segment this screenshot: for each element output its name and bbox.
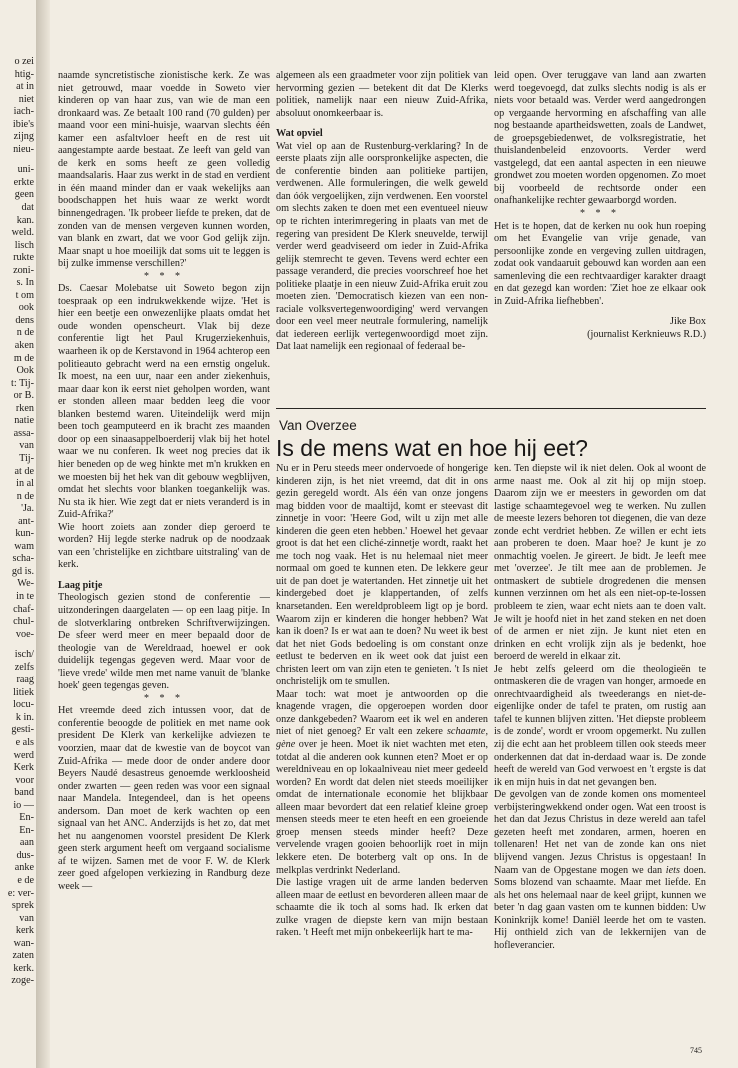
paragraph: algemeen als een graadmeter voor zijn politiek van hervorming gezien — betekent dit dat De Klerks politiek, namelijk naar een nieuw Zuid-Afrika, absoluut onomkeerbaar is. [276, 70, 488, 119]
edge-text-fragment: 'Ja. [21, 503, 34, 515]
edge-text-fragment: band [14, 787, 34, 799]
edge-text-fragment: kan. [16, 214, 34, 226]
page-number: 745 [690, 1046, 702, 1055]
edge-text-fragment: o zei [14, 56, 34, 67]
edge-text-fragment: Kerk [13, 762, 34, 774]
edge-text-fragment: dat [21, 202, 34, 214]
paragraph [276, 689, 488, 877]
edge-text-fragment: voor [15, 774, 34, 786]
edge-text-fragment: kerk. [13, 962, 34, 974]
edge-text-fragment: Ook [16, 365, 34, 377]
edge-text-fragment: m de [13, 352, 34, 364]
paragraph: Het is te hopen, dat de kerken nu ook hun roeping om het Evangelie van vrije genade, van persoonlijke zonde en vergeving zullen uitdragen, zodat ook vandaaruit gebouwd kan worden aan een samenleving die een rechtvaardiger karakter draagt en dat gezegd kan worden: 'Ziet hoe ze elkaar ook in Zuid-Afrika liefhebben'. [494, 220, 706, 307]
edge-text-fragment: dus- [16, 849, 34, 861]
subheading: Laag pitje [58, 579, 103, 591]
edge-text-fragment: t om [15, 289, 34, 301]
edge-text-fragment: io — [13, 799, 34, 811]
edge-text-fragment: rukte [13, 252, 34, 264]
edge-text-fragment: htig- [14, 68, 34, 80]
edge-text-fragment: En- [19, 812, 34, 824]
paragraph: Wat viel op aan de Rustenburg-verklaring? In de eerste plaats zijn alle oorspronkelijke aspecten, die de conferentie binden aan politieke partijen, verdwenen. Alle formuleringen, die welk geweld dan óók vergoelijken, zijn verdwenen. Een voorstel om slechts zaken te doen met een eventueel nieuw op te richten interimregering in plaats van met de regering van president De Klerk sneuvelde, terwijl verder werd geadviseerd om ieder in Zuid-Afrika gelijk stemrecht te geven. Tevens werd echter een passage veranderd, die precies voorschreef hoe het politieke plaatje in een nieuw Zuid-Afrika eruit zou moeten zien. 'Democratisch kiezen van een non-raciale volksvertegenwoordiging' werd vervangen door een veel meer neutrale formulering, namelijk dat iedereen eerlijk vertegenwoordigd moet zijn. Dat laat namelijk een regionaal of federaal be- [276, 140, 488, 353]
edge-text-fragment: scha- [12, 553, 34, 565]
edge-text-fragment: kerk [15, 925, 34, 937]
article-separator-rule [276, 408, 706, 409]
edge-text-fragment: e als [15, 736, 34, 748]
edge-text-fragment: rken [15, 402, 34, 414]
edge-text-fragment: in te [16, 590, 34, 602]
author-name: Jike Box [670, 316, 706, 328]
edge-text-fragment: gd is. [11, 565, 34, 577]
edge-text-fragment: wam [14, 540, 34, 552]
binding-shadow [36, 0, 50, 1068]
paragraph: Ds. Caesar Molebatse uit Soweto begon zijn toespraak op een indrukwekkende wijze. 'Het is hier een beetje een onwezenlijke plaats omdat het oude wonden openscheurt. Vlak bij deze conferentie ligt het Paul Krugerziekenhuis, waarheen ik op de Kerstavond in 1964 achterop een politieauto gebracht werd na een ernstig ongeluk. Ik moest, na een uur, naar een ander ziekenhuis, maar daar kon ik eerst niet geholpen worden, want er stonden alleen maar bedden leeg die voor blanken bestemd waren. Uiteindelijk werd mijn been toch geamputeerd en ik bracht zes maanden door op een sinaasappelboerderij vlak bij het hotel waar we nu conferen. Ik weet nog precies dat ik hier beneden op de weg hinkte met m'n krukken en we moesten bij het hek van dit gebouw wegblijven, omdat het slechts voor blanken toegankelijk was. Nu sta ik hier. Wie zegt dat er niets veranderd is in Zuid-Afrika?' [58, 283, 270, 521]
edge-text-fragment: voe- [15, 628, 34, 640]
paragraph: naamde syncretistische zionistische kerk. Ze was niet getrouwd, maar voedde in Soweto vier kinderen op van haar zus, van wie de man een dronkaard was. Ze betaalt 100 rand (70 gulden) per maand voor een mini-huisje, waarvan slechts één kamer een asfaltvloer heeft en de rest uit aangestampte aarde bestaat. Ze leeft van geld van de kerk en soms heeft ze geen volledig maandsalaris. Haar zus werkt in de stad en verdient in één maand minder dan er vaak wekelijks aan boodschappen het huis waar ze werkt wordt binnengedragen. 'Ik probeer liefde te preken, dat de zonden van de mensen vergeven kunnen worden, van blank en zwart, dat we voor God gelijk zijn. Maar snapt u hoe moeilijk dat soms uit te leggen is bij zulke immense verschillen?' [58, 70, 270, 270]
section-kicker: Van Overzee [279, 418, 357, 433]
edge-text-fragment: litiek [13, 686, 34, 698]
section-divider: * * * [144, 270, 184, 282]
edge-text-fragment: natie [14, 415, 34, 427]
edge-text-fragment: geen [14, 189, 34, 201]
edge-text-fragment: zoni- [13, 264, 34, 276]
emphasis: schaamte, gène [276, 726, 488, 751]
edge-text-fragment: ibie's [12, 118, 34, 130]
edge-text-fragment: e: ver- [7, 887, 34, 899]
article-column-3 [494, 70, 706, 405]
section-divider: * * * [580, 208, 620, 220]
paragraph: Het vreemde deed zich intussen voor, dat de conferentie beoogde de politiek en met name ook president De Klerk van kerkelijke adviezen te voorzien, maar dat de kwestie van de boycot van Zuid-Afrika — mede door de onder andere door Beyers Naudé desastreus genoemde werkloosheid onder zwarten — geen reden was voor een signaal naar Mandela. Integendeel, dan is het opeens andersom. Dan moet de kerk wachten op een signaal van het ANC. Anderzijds is het zo, dat met het nu aangenomen voorstel president De Klerk geen sterk argument heeft om vergaand socialisme af te wijzen. Samen met de voor F. W. de Klerk zeer goed afgelopen verkiezing in Randburg deze week — [58, 705, 270, 892]
paragraph: Wie hoort zoiets aan zonder diep geroerd te worden? Hij legde sterke nadruk op de noodzaak van een 'christelijke en zichtbare uitstraling' van de kerk. [58, 521, 270, 571]
edge-text-fragment: aan [19, 837, 34, 849]
edge-text-fragment: van [19, 440, 34, 452]
edge-text-fragment: chaf- [13, 603, 34, 615]
edge-text-fragment: aken [14, 340, 34, 352]
edge-text-fragment: dens [15, 314, 34, 326]
edge-text-fragment: zijng [13, 131, 34, 143]
edge-text-fragment: ook [18, 302, 34, 314]
text-run: De gevolgen van de zonde komen ons momenteel verbijsteringwekkend onder ogen. Wat een troost is het dan dat Jezus Christus in deze wereld aan tafel gezeten heeft met zondaren, armen, hoeren en tollenaren! Het net van de zonde kan ons niet blijvend vangen. Jezus Christus is opgestaan! In Naam van de Opgestane mogen we dan [494, 789, 706, 876]
edge-text-fragment: Tij- [19, 452, 34, 464]
edge-text-fragment: e de [17, 875, 34, 886]
article-headline: Is de mens wat en hoe hij eet? [276, 435, 588, 461]
edge-text-fragment: at de [14, 465, 34, 477]
article-column-5 [494, 463, 706, 1053]
edge-text-fragment: En- [19, 824, 34, 836]
edge-text-fragment: iach- [13, 106, 34, 118]
edge-text-fragment: werd [13, 749, 34, 761]
edge-text-fragment: weld. [11, 227, 34, 239]
edge-text-fragment: chul- [13, 616, 34, 628]
edge-text-fragment: isch/ [14, 649, 34, 661]
edge-text-fragment: at in [16, 81, 34, 93]
edge-text-fragment: or B. [13, 390, 34, 402]
paragraph: Theologisch gezien stond de conferentie — uitzonderingen daargelaten — op een laag pitje. In de slotverklaring ontbreken Schriftverwijzingen. De sfeer werd meer en meer bepaald door de theologie van de Wereldraad, hoewel er ook duidelijk tegengas gegeven werd. Maar voor de 'lieve vrede' wilde men met name vanuit de 'blanke hoek' geen tegengas geven. [58, 592, 270, 692]
edge-text-fragment: erkte [13, 176, 34, 188]
edge-text-fragment: kun- [15, 528, 34, 540]
edge-text-fragment: lisch [14, 239, 34, 251]
edge-text-fragment: We- [17, 578, 34, 590]
author-affiliation: (journalist Kerknieuws R.D.) [587, 328, 706, 340]
edge-text-fragment: n de [16, 327, 34, 339]
previous-page-edge-text [0, 56, 34, 1056]
edge-text-fragment: n de [16, 490, 34, 502]
edge-text-fragment: k in. [15, 711, 34, 723]
emphasis: iets [665, 864, 680, 876]
edge-text-fragment: locu- [13, 699, 34, 711]
paragraph: Nu er in Peru steeds meer ondervoede of hongerige kinderen zijn, is het niet vreemd, dat dit in ons gezin geregeld wordt. Als één van onze jongens mag bidden voor de maaltijd, komt er steevast dit zinnetje in voor: 'Heere God, wilt u zijn met alle kinderen die geen eten hebben.' Hoewel het gevaar groot is dat het een cliché-zinnetje wordt, raakt het me toch nog vaak. Het is nu helemaal niet meer normaal om goed te kunnen eten. De lekkere geur uit de pan doet je watertanden. Het zinnetje uit het kindergebed doet je klappertanden, of zelfs knarsetanden. Een wereldprobleem ligt op je bord. Waarom zijn er kinderen die honger hebben? Wat kan ik doen? Is er wat aan te doen? Nu weet ik best dat het niet Gods bedoeling is om constant onze eetlust te bederven en ik weet ook dat juist een christen leert om van zijn eten te genieten. 't Is niet onchristelijk om te smullen. [276, 463, 488, 688]
section-divider: * * * [144, 692, 184, 704]
text-run: doen. Soms blozend van schaamte. Maar met liefde. En als het ons helemaal naar de keel grijpt, kunnen we beter 'n dag gaan vasten om te kunnen bidden: Uw Koninkrijk kome! Daniël leerde het om te vasten. Hij onthield zich van de lekkernijen van de hofleverancier. [494, 864, 706, 951]
article-column-1 [58, 70, 270, 1060]
paragraph: Die lastige vragen uit de arme landen bederven alleen maar de eetlust en bevorderen alleen maar de schaamte die ik toch al soms had. Ik erken dat zulke vragen de diepste kern van mijn bestaan raken. 't Heeft met mijn onbekeerlijk hart te ma- [276, 877, 488, 939]
paragraph: leid open. Over teruggave van land aan zwarten werd toegevoegd, dat zulks slechts nodig is als er niets voor betaald was. Verder werd aangedrongen op vergaande hervorming en afschaffing van alle nog bestaande apartheidswetten, zoals de Landwet, de groepsgebiedenwet, de volksregistratie, het thuislandenbeleid enzovoorts. Verder werd vastgelegd, dat een aantal aspecten in een nieuwe grondwet zou moeten worden opgenomen. Zo moet bij voorbeeld de rechtsorde onder een onafhankelijke rechter gewaarborgd worden. [494, 70, 706, 207]
edge-text-fragment: anke [14, 862, 34, 874]
text-run: over je heen. Moet ik niet wachten met eten, totdat al die anderen ook kunnen eten? Moet er op wereldniveau en op lokaalniveau niet meer gedeeld worden? En wordt dat delen niet steeds moeilijker omdat de internationale economie het blijkbaar alleen maar bevordert dat een relatief kleine groep mensen steeds meer te eten heeft en een groeiende groep mensen steeds minder heeft? Deze vervelende vragen gooien behoorlijk roet in mijn lekkere eten. De boterberg valt op ons. In de melkplas verdrinkt Nederland. [276, 739, 488, 876]
edge-text-fragment: wan- [13, 937, 34, 949]
edge-text-fragment: raag [16, 674, 34, 686]
edge-text-fragment: niet [18, 93, 34, 105]
paragraph: Je hebt zelfs geleerd om die theologieën te ontmaskeren die de vragen van honger, armoede en onrechtvaardigheid als tweederangs en niet-de-eigenlijke onder de tafel te praten, om rustig aan tafel te kunnen blijven zitten. 'Het diepste probleem is de zonde', wordt er vroom opgemerkt. Nu zullen zij die echt aan het probleem tillen ook steeds meer onderkennen dat dat in-derdaad waar is. De zonde heeft de wereld van God verwoest en 't ergste is dat ik en mijn huis in dat net gevangen ben. [494, 663, 706, 788]
edge-text-fragment: s. In [16, 277, 34, 289]
edge-text-fragment: ant- [18, 515, 34, 527]
edge-text-fragment: uni- [17, 164, 34, 176]
edge-text-fragment: in al [16, 478, 34, 490]
edge-text-fragment: sprek [11, 900, 34, 912]
paragraph: ken. Ten diepste wil ik niet delen. Ook al woont de arme naast me. Ook al zit hij op mijn stoep. Daarom zijn we er meesters in geworden om dat lastige schaamtegevoel weg te werken. Nu zullen de meeste lezers behoren tot diegenen, die van deze zonde echt verdriet hebben. Ze willen er echt iets aan proberen te doen. Maar hoe? Je kunt je zo onmachtig voelen. Je gireert. Je bidt. Je leeft mee met 'overzee'. Je tilt mee aan de problemen. Je ontmaskert de subtiele drogredenen die mensen kunnen verzinnen om het als een niet-op-te-lossen probleem te zien, waar echt niets aan te doen valt. Je wilt je hoofd niet in het zand steken en net doen of de armen er niet zijn. Je kunt niet eten en drinken en echt vrolijk zijn als je bedenkt, hoe beroerd de wereld in elkaar zit. [494, 463, 706, 663]
article-column-4 [276, 463, 488, 1053]
edge-text-fragment: nieu- [13, 143, 34, 155]
paragraph [494, 789, 706, 952]
text-run: Maar toch: wat moet je antwoorden op die knagende vragen, die opgeroepen worden door onze dankgebeden? Waarom eet ik wel en anderen niet of niet genoeg? Er valt een zekere [276, 688, 488, 738]
subheading: Wat opviel [276, 128, 323, 140]
article-column-2 [276, 70, 488, 410]
edge-text-fragment: van [19, 912, 34, 924]
edge-text-fragment: assa- [13, 427, 34, 439]
edge-text-fragment: zelfs [14, 661, 34, 673]
edge-text-fragment: zoge- [11, 975, 34, 987]
edge-text-fragment: t: Tij- [11, 377, 34, 389]
edge-text-fragment: gesti- [11, 724, 34, 736]
edge-text-fragment: zaten [12, 950, 34, 962]
